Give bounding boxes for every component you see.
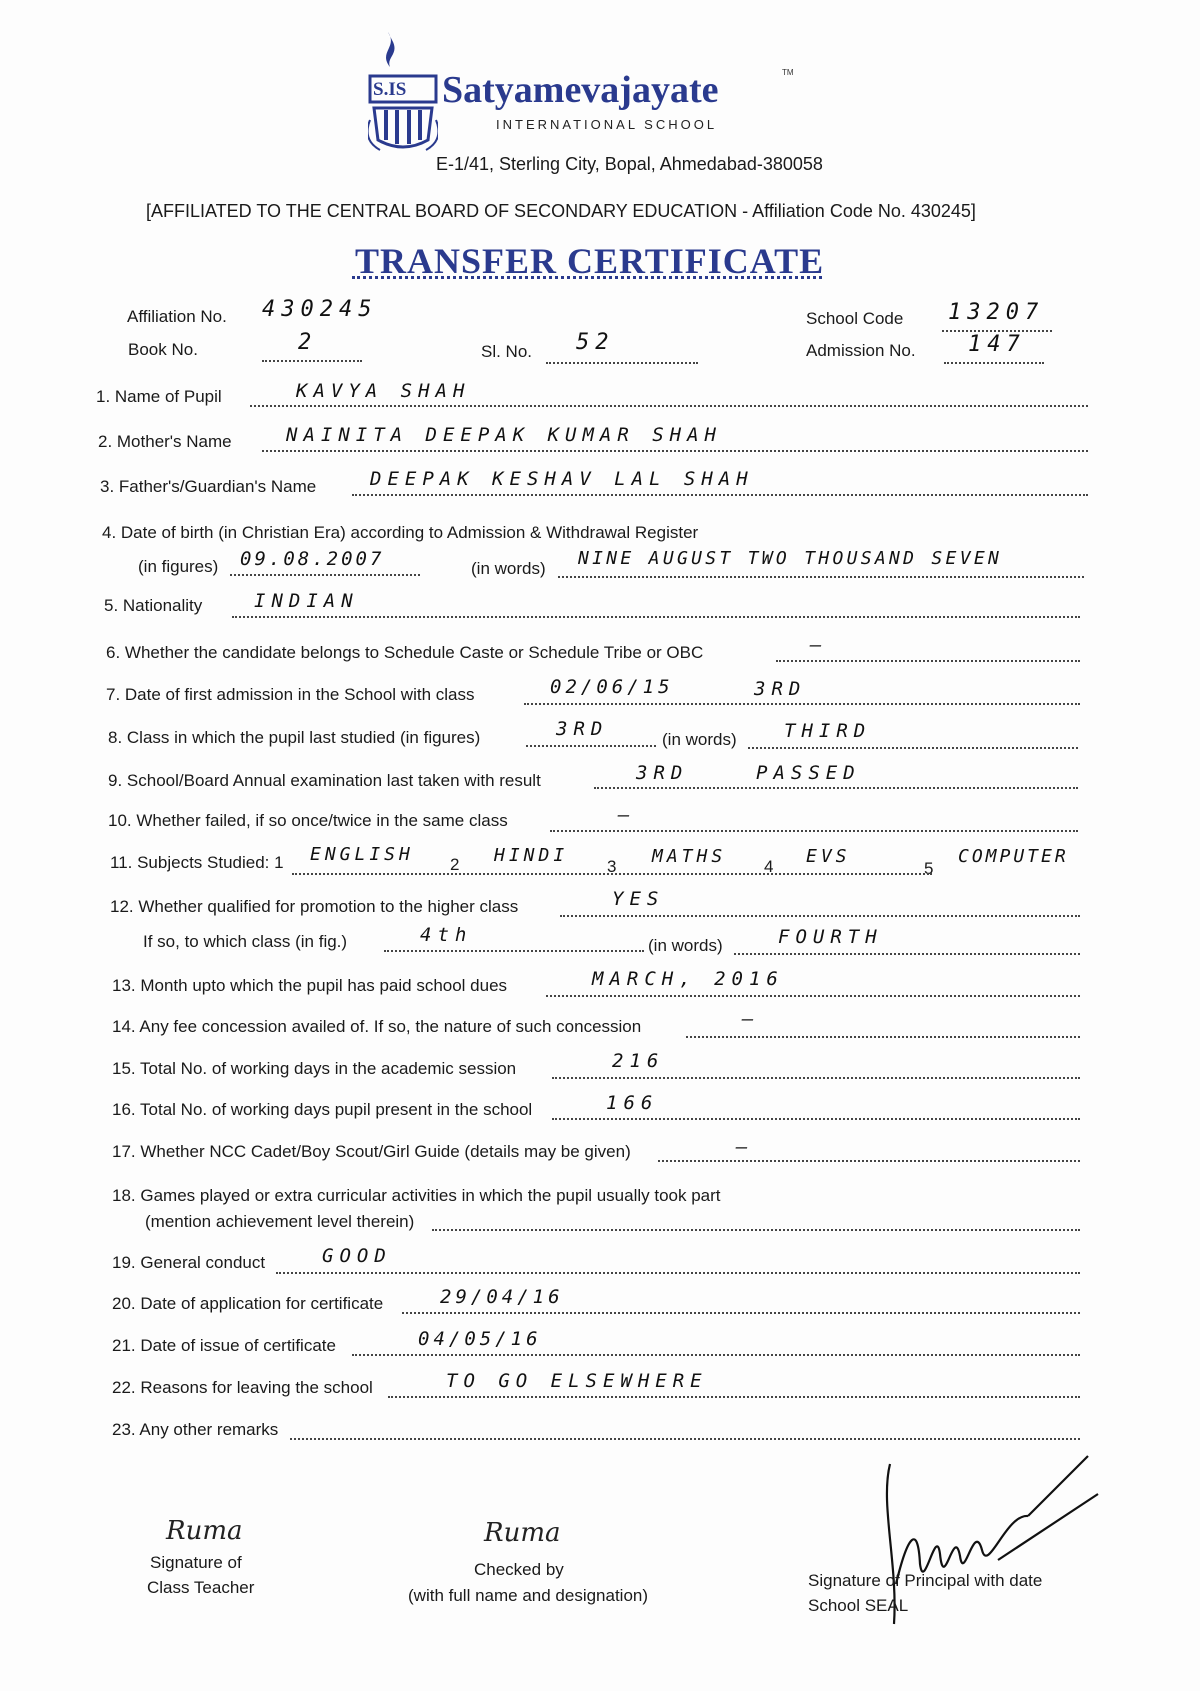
field-4-words-value: NINE AUGUST TWO THOUSAND SEVEN [578,548,1003,569]
field-18-label-2: (mention achievement level therein) [145,1212,415,1231]
field-14-label: 14. Any fee concession availed of. If so, the nature of such concession [112,1017,642,1036]
field-11-label: 11. Subjects Studied: 1 [110,853,284,872]
field-3-line [352,494,1088,496]
book-no-dots [262,360,362,362]
field-4-figures-line [230,574,420,576]
field-11-num-3: 3 [607,857,617,876]
field-22-value: TO GO ELSEWHERE [446,1370,708,1392]
field-23-label: 23. Any other remarks [112,1420,279,1439]
field-11-num-2: 2 [450,855,460,874]
field-3-label: 3. Father's/Guardian's Name [100,477,317,496]
class-teacher-signature: Ruma [166,1516,243,1546]
principal-signature-scribble [878,1454,1108,1634]
field-3-value: DEEPAK KESHAV LAL SHAH [370,468,754,490]
field-8-value: 3RD [556,718,609,740]
field-12-line [560,915,1080,917]
trademark-mark: TM [782,68,794,77]
checked-by-signature: Ruma [484,1518,561,1548]
field-2-line [262,450,1088,452]
admission-no-value: 147 [968,332,1026,357]
field-21-value: 04/05/16 [418,1328,542,1350]
field-15-line [552,1077,1080,1079]
affiliation-no-value: 430245 [262,297,378,322]
school-type: INTERNATIONAL SCHOOL [496,117,718,132]
field-22-label: 22. Reasons for leaving the school [112,1378,373,1397]
admission-no-dots [944,362,1044,364]
field-7-class: 3RD [754,678,807,700]
field-13-label: 13. Month upto which the pupil has paid school dues [112,976,508,995]
field-12-figures-line [384,950,644,952]
field-1-value: KAVYA SHAH [296,380,471,402]
field-12-words-line [734,953,1080,955]
field-6-label: 6. Whether the candidate belongs to Schedule Caste or Schedule Tribe or OBC [106,643,704,662]
field-8-words-label: (in words) [662,730,737,749]
field-6-value: — [810,634,828,656]
field-23-line [290,1438,1080,1440]
school-address: E-1/41, Sterling City, Bopal, Ahmedabad-380058 [436,154,823,174]
logo-text: S.IS [373,79,407,100]
book-no-label: Book No. [128,340,198,359]
field-10-label: 10. Whether failed, if so once/twice in the same class [108,811,508,830]
principal-label-1: Signature of Principal with date [808,1571,1043,1590]
field-11-num-4: 4 [764,857,774,876]
field-11-subject-2: HINDI [494,845,569,866]
field-5-value: INDIAN [254,590,359,612]
field-8-label: 8. Class in which the pupil last studied (in figures) [108,728,481,747]
field-1-label: 1. Name of Pupil [96,387,222,406]
field-16-line [552,1118,1080,1120]
field-11-line [292,873,932,875]
sl-no-dots [546,362,698,364]
field-14-value: — [742,1008,760,1030]
field-4-label: 4. Date of birth (in Christian Era) according to Admission & Withdrawal Register [102,523,699,542]
field-4-figures-value: 09.08.2007 [240,548,385,570]
field-8-line [526,745,656,747]
field-12-words-value: FOURTH [778,926,883,948]
field-11-subject-3: MATHS [652,846,727,867]
field-21-line [352,1354,1080,1356]
field-17-label: 17. Whether NCC Cadet/Boy Scout/Girl Guide (details may be given) [112,1142,631,1161]
field-12-words-label: (in words) [648,936,723,955]
book-no-value: 2 [298,330,318,355]
field-12-label: 12. Whether qualified for promotion to the higher class [110,897,519,916]
field-20-value: 29/04/16 [440,1286,564,1308]
field-10-line [550,830,1078,832]
field-4-words-line [558,576,1084,578]
field-12-value: YES [612,888,665,910]
field-4-figures-label: (in figures) [138,557,219,576]
field-8-words-line [748,747,1078,749]
field-9-value: 3RD [636,762,689,784]
school-name: Satyamevajayate [442,69,719,111]
principal-label-2: School SEAL [808,1596,909,1615]
class-teacher-label-1: Signature of [150,1553,242,1572]
field-9-result: PASSED [756,762,861,784]
checked-by-label-2: (with full name and designation) [408,1586,649,1605]
field-19-line [276,1272,1080,1274]
field-20-label: 20. Date of application for certificate [112,1294,384,1313]
field-11-subject-5: COMPUTER [958,846,1069,867]
field-9-label: 9. School/Board Annual examination last taken with result [108,771,541,790]
page-title: TRANSFER CERTIFICATE [355,241,825,281]
field-7-value: 02/06/15 [550,676,674,698]
field-18-line [432,1229,1080,1231]
field-2-value: NAINITA DEEPAK KUMAR SHAH [286,424,722,446]
field-19-value: GOOD [322,1245,392,1267]
field-15-label: 15. Total No. of working days in the academic session [112,1059,517,1078]
field-11-subject-1: ENGLISH [310,844,414,865]
field-10-value: — [618,804,636,826]
field-6-line [776,660,1080,662]
field-13-line [546,995,1080,997]
field-17-value: — [736,1136,754,1158]
sl-no-value: 52 [576,330,615,355]
field-9-line [594,787,1078,789]
field-15-value: 216 [612,1050,665,1072]
field-14-line [686,1036,1080,1038]
field-11-subject-4: EVS [806,846,851,867]
field-1-line [250,405,1088,407]
field-17-line [658,1160,1080,1162]
field-5-line [232,616,1080,618]
field-7-line [524,703,1080,705]
field-16-value: 166 [606,1092,659,1114]
field-7-label: 7. Date of first admission in the School with class [106,685,475,704]
field-12-figures-label: If so, to which class (in fig.) [143,932,348,951]
admission-no-label: Admission No. [806,341,916,360]
field-19-label: 19. General conduct [112,1253,266,1272]
checked-by-label-1: Checked by [474,1560,564,1579]
school-code-label: School Code [806,309,904,328]
affiliation-no-label: Affiliation No. [127,307,227,326]
class-teacher-label-2: Class Teacher [147,1578,255,1597]
affiliation-line: [AFFILIATED TO THE CENTRAL BOARD OF SECONDARY EDUCATION - Affiliation Code No. 430245] [146,201,976,221]
field-4-words-label: (in words) [471,559,546,578]
field-22-line [388,1396,1080,1398]
field-13-value: MARCH, 2016 [592,968,784,990]
field-21-label: 21. Date of issue of certificate [112,1336,336,1355]
field-16-label: 16. Total No. of working days pupil present in the school [112,1100,533,1119]
field-18-label: 18. Games played or extra curricular activities in which the pupil usually took part [112,1186,721,1205]
field-8-words-value: THIRD [784,720,872,742]
sl-no-label: Sl. No. [481,342,533,361]
field-2-label: 2. Mother's Name [98,432,232,451]
field-12-figures-value: 4th [420,924,473,946]
school-code-value: 13207 [948,300,1045,325]
field-20-line [402,1312,1080,1314]
field-11-num-5: 5 [924,859,934,878]
field-5-label: 5. Nationality [104,596,203,615]
